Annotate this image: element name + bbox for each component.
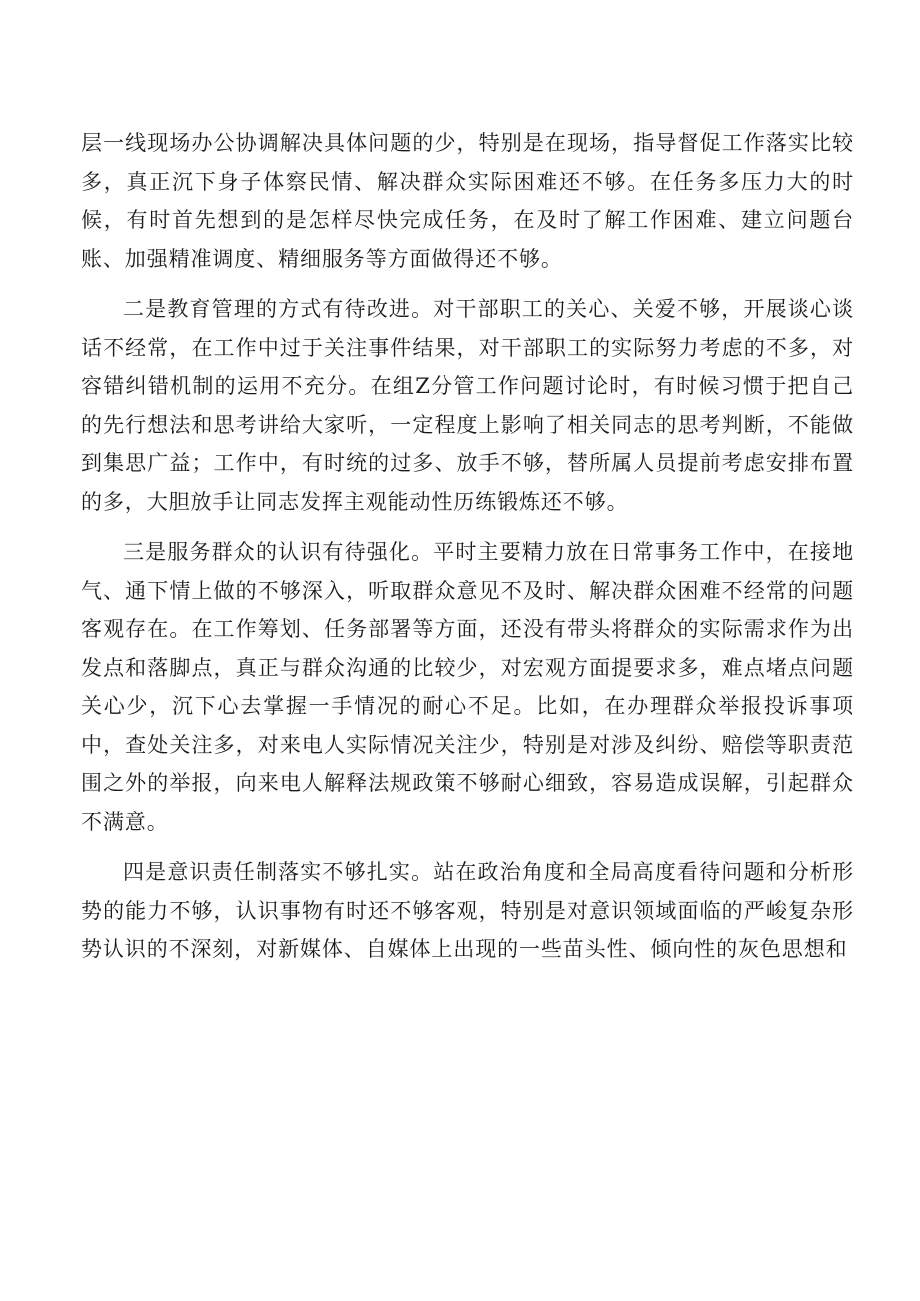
- paragraph-education-management: 二是教育管理的方式有待改进。对干部职工的关心、关爱不够，开展谈心谈话不经常，在工作中过于关注事件结果，对干部职工的实际努力考虑的不多，对容错纠错机制的运用不充分。在组Z分管工作问题讨论时，有时候习惯于把自己的先行想法和思考讲给大家听，一定程度上影响了相关同志的思考判断，不能做到集思广益；工作中，有时统的过多、放手不够，替所属人员提前考虑安排布置的多，大胆放手让同志发挥主观能动性历练锻炼还不够。: [81, 297, 854, 514]
- document-body: [81, 124, 854, 981]
- paragraph-serving-masses: 三是服务群众的认识有待强化。平时主要精力放在日常事务工作中，在接地气、通下情上做的不够深入，听取群众意见不及时、解决群众困难不经常的问题客观存在。在工作筹划、任务部署等方面，还没有带头将群众的实际需求作为出发点和落脚点，真正与群众沟通的比较少，对宏观方面提要求多，难点堵点问题关心少，沉下心去掌握一手情况的耐心不足。比如，在办理群众举报投诉事项中，查处关注多，对来电人实际情况关注少，特别是对涉及纠纷、赔偿等职责范围之外的举报，向来电人解释法规政策不够耐心细致，容易造成误解，引起群众不满意。: [81, 540, 854, 834]
- paragraph-continued: 层一线现场办公协调解决具体问题的少，特别是在现场，指导督促工作落实比较多，真正沉下身子体察民情、解决群众实际困难还不够。在任务多压力大的时候，有时首先想到的是怎样尽快完成任务，在及时了解工作困难、建立问题台账、加强精准调度、精细服务等方面做得还不够。: [81, 131, 854, 271]
- paragraph-responsibility-system: 四是意识责任制落实不够扎实。站在政治角度和全局高度看待问题和分析形势的能力不够，认识事物有时还不够客观，特别是对意识领域面临的严峻复杂形势认识的不深刻，对新媒体、自媒体上出现的一些苗头性、倾向性的灰色思想和: [81, 860, 854, 961]
